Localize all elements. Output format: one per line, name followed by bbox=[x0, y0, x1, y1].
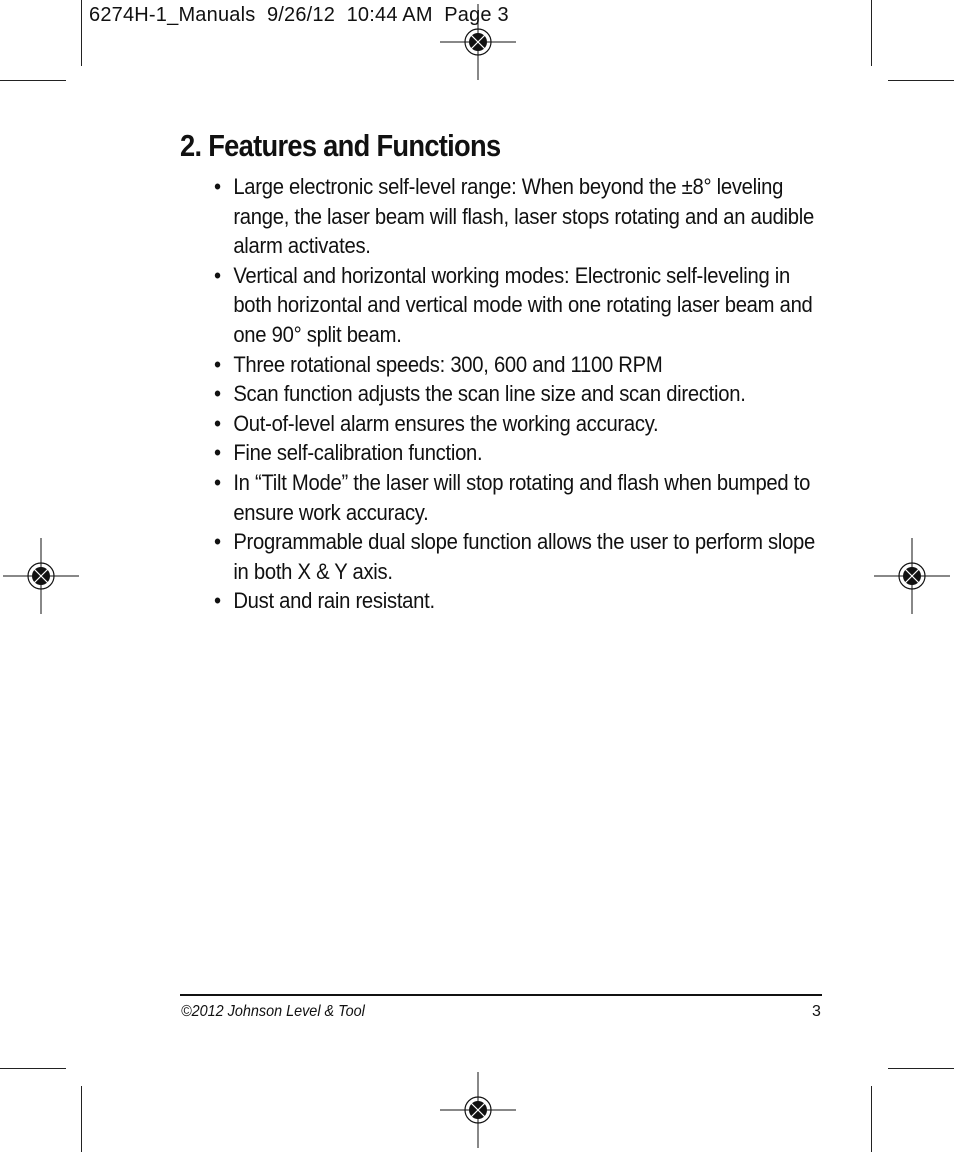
registration-target-icon bbox=[440, 1072, 516, 1148]
registration-target-icon bbox=[3, 538, 79, 614]
bullet-icon: • bbox=[214, 469, 221, 495]
crop-mark-top-right-horizontal bbox=[888, 80, 954, 81]
list-item-text: In “Tilt Mode” the laser will stop rotating and flash when bumped to ensure work accuracy. bbox=[233, 469, 811, 525]
crop-mark-bottom-right-horizontal bbox=[888, 1068, 954, 1069]
list-item bbox=[214, 172, 831, 261]
list-item bbox=[214, 379, 831, 409]
crop-mark-top-right-vertical bbox=[871, 0, 872, 66]
list-item bbox=[214, 350, 831, 380]
footer-copyright: ©2012 Johnson Level & Tool bbox=[181, 1003, 365, 1020]
crop-mark-top-left-horizontal bbox=[0, 80, 66, 81]
crop-mark-bottom-left-horizontal bbox=[0, 1068, 66, 1069]
bullet-icon: • bbox=[214, 440, 221, 466]
list-item bbox=[214, 409, 831, 439]
list-item-text: Fine self-calibration function. bbox=[233, 440, 483, 466]
section-heading: 2. Features and Functions bbox=[180, 128, 501, 163]
crop-mark-bottom-right-vertical bbox=[871, 1086, 872, 1152]
crop-mark-top-left-vertical bbox=[81, 0, 82, 66]
list-item-text: Dust and rain resistant. bbox=[233, 588, 435, 614]
registration-target-icon bbox=[874, 538, 950, 614]
list-item bbox=[214, 586, 831, 616]
list-item bbox=[214, 261, 831, 350]
list-item-text: Large electronic self-level range: When beyond the ±8° leveling range, the laser beam will flash, laser stops rotating and an audible alarm activates. bbox=[233, 174, 814, 259]
list-item-text: Programmable dual slope function allows the user to perform slope in both X & Y axis. bbox=[233, 529, 816, 584]
list-item bbox=[214, 468, 831, 527]
bullet-icon: • bbox=[214, 381, 221, 407]
list-item-text: Three rotational speeds: 300, 600 and 1100 RPM bbox=[233, 351, 663, 377]
list-item-text: Scan function adjusts the scan line size and scan direction. bbox=[233, 381, 746, 407]
feature-list bbox=[214, 172, 854, 616]
bullet-icon: • bbox=[214, 529, 221, 555]
page-number: 3 bbox=[812, 1003, 821, 1020]
bullet-icon: • bbox=[214, 410, 221, 436]
crop-mark-bottom-left-vertical bbox=[81, 1086, 82, 1152]
list-item-text: Out-of-level alarm ensures the working accuracy. bbox=[233, 410, 659, 436]
footer-rule bbox=[180, 994, 822, 996]
bullet-icon: • bbox=[214, 262, 221, 288]
bullet-icon: • bbox=[214, 174, 221, 199]
list-item bbox=[214, 438, 831, 468]
print-slug-line: 6274H-1_Manuals 9/26/12 10:44 AM Page 3 bbox=[89, 4, 509, 26]
list-item-text: Vertical and horizontal working modes: Electronic self-leveling in both horizontal and vertical mode with one rotating laser beam and one 90° split beam. bbox=[233, 262, 813, 347]
bullet-icon: • bbox=[214, 351, 221, 377]
list-item bbox=[214, 527, 831, 586]
registration-target-icon bbox=[440, 4, 516, 80]
bullet-icon: • bbox=[214, 588, 221, 614]
